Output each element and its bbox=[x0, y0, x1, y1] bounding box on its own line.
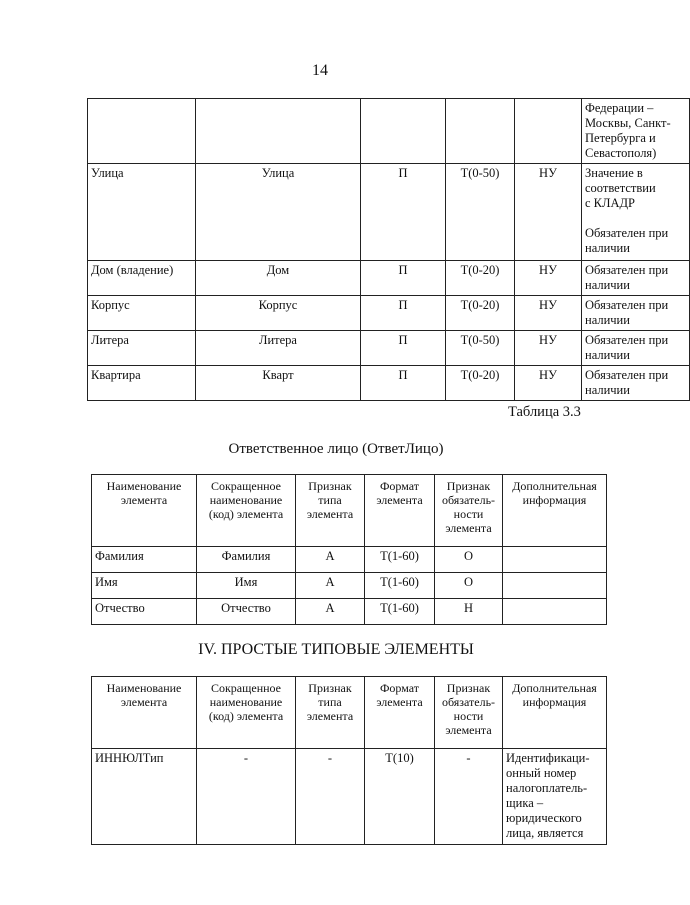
table-cell: Т(1-60) bbox=[365, 573, 435, 599]
table-cell: Т(0-20) bbox=[446, 296, 515, 331]
page-number: 14 bbox=[312, 62, 328, 79]
table-cell: П bbox=[361, 164, 446, 261]
table-cell: О bbox=[435, 573, 503, 599]
table-cell: - bbox=[435, 749, 503, 845]
table-cell: Идентификаци- онный номер налогоплатель- щика – юридического лица, является bbox=[503, 749, 607, 845]
table-cell bbox=[503, 573, 607, 599]
column-header: Наименование элемента bbox=[92, 677, 197, 749]
column-header: Наименование элемента bbox=[92, 475, 197, 547]
table-cell bbox=[503, 599, 607, 625]
column-header: Сокращенное наименование (код) элемента bbox=[197, 677, 296, 749]
table-cell: Литера bbox=[88, 331, 196, 366]
table-cell: Корпус bbox=[196, 296, 361, 331]
table-cell: Значение в соответствии с КЛАДР Обязателен при наличии bbox=[582, 164, 690, 261]
table-cell bbox=[88, 99, 196, 164]
table-row bbox=[92, 749, 607, 845]
table-row bbox=[92, 573, 607, 599]
table-cell: Дом bbox=[196, 261, 361, 296]
simple-elements-table bbox=[91, 676, 607, 845]
column-header: Признак обязатель- ности элемента bbox=[435, 475, 503, 547]
column-header: Признак типа элемента bbox=[296, 677, 365, 749]
table-header-row bbox=[92, 677, 607, 749]
table-cell: Отчество bbox=[92, 599, 197, 625]
column-header: Признак обязатель- ности элемента bbox=[435, 677, 503, 749]
table-cell bbox=[446, 99, 515, 164]
table-row bbox=[88, 99, 690, 164]
table-cell: Т(0-20) bbox=[446, 366, 515, 401]
table-row bbox=[92, 547, 607, 573]
table-cell: Т(0-50) bbox=[446, 164, 515, 261]
table-cell: Имя bbox=[92, 573, 197, 599]
table-row bbox=[92, 599, 607, 625]
table-cell: Т(1-60) bbox=[365, 547, 435, 573]
table-row bbox=[88, 296, 690, 331]
table-cell: П bbox=[361, 366, 446, 401]
table-cell: Дом (владение) bbox=[88, 261, 196, 296]
table-cell: Литера bbox=[196, 331, 361, 366]
table-cell bbox=[196, 99, 361, 164]
table-cell: Обязателен при наличии bbox=[582, 296, 690, 331]
responsible-person-table bbox=[91, 474, 607, 625]
table-cell: Обязателен при наличии bbox=[582, 261, 690, 296]
table-cell: Т(0-20) bbox=[446, 261, 515, 296]
table-number: Таблица 3.3 bbox=[508, 404, 581, 420]
column-header: Дополнительная информация bbox=[503, 475, 607, 547]
table-row bbox=[88, 366, 690, 401]
column-header: Дополнительная информация bbox=[503, 677, 607, 749]
table-cell: НУ bbox=[515, 296, 582, 331]
column-header: Сокращенное наименование (код) элемента bbox=[197, 475, 296, 547]
table-cell: Т(0-50) bbox=[446, 331, 515, 366]
table-cell bbox=[503, 547, 607, 573]
table-cell: П bbox=[361, 331, 446, 366]
table-cell: Т(10) bbox=[365, 749, 435, 845]
table-cell: А bbox=[296, 547, 365, 573]
table-header-row bbox=[92, 475, 607, 547]
table-row bbox=[88, 331, 690, 366]
table-title: Ответственное лицо (ОтветЛицо) bbox=[228, 441, 444, 457]
table-cell: А bbox=[296, 573, 365, 599]
table-cell: НУ bbox=[515, 331, 582, 366]
table-cell: Фамилия bbox=[197, 547, 296, 573]
table-cell: П bbox=[361, 261, 446, 296]
table-cell: Федерации – Москвы, Санкт- Петербурга и Севастополя) bbox=[582, 99, 690, 164]
table-cell bbox=[515, 99, 582, 164]
table-cell: Корпус bbox=[88, 296, 196, 331]
table-cell: НУ bbox=[515, 261, 582, 296]
table-cell bbox=[361, 99, 446, 164]
table-cell: НУ bbox=[515, 164, 582, 261]
table-cell: Кварт bbox=[196, 366, 361, 401]
table-cell: Отчество bbox=[197, 599, 296, 625]
table-cell: Обязателен при наличии bbox=[582, 366, 690, 401]
column-header: Формат элемента bbox=[365, 475, 435, 547]
table-cell: Квартира bbox=[88, 366, 196, 401]
table-cell: П bbox=[361, 296, 446, 331]
section-title: IV. ПРОСТЫЕ ТИПОВЫЕ ЭЛЕМЕНТЫ bbox=[198, 641, 474, 658]
table-row bbox=[88, 164, 690, 261]
table-cell: О bbox=[435, 547, 503, 573]
address-table bbox=[87, 98, 690, 401]
table-cell: А bbox=[296, 599, 365, 625]
table-cell: НУ bbox=[515, 366, 582, 401]
column-header: Формат элемента bbox=[365, 677, 435, 749]
table-cell: Фамилия bbox=[92, 547, 197, 573]
table-cell: Улица bbox=[196, 164, 361, 261]
table-cell: Улица bbox=[88, 164, 196, 261]
table-cell: - bbox=[197, 749, 296, 845]
table-cell: ИННЮЛТип bbox=[92, 749, 197, 845]
table-cell: Обязателен при наличии bbox=[582, 331, 690, 366]
table-cell: Н bbox=[435, 599, 503, 625]
table-cell: Т(1-60) bbox=[365, 599, 435, 625]
column-header: Признак типа элемента bbox=[296, 475, 365, 547]
table-cell: - bbox=[296, 749, 365, 845]
table-row bbox=[88, 261, 690, 296]
table-cell: Имя bbox=[197, 573, 296, 599]
